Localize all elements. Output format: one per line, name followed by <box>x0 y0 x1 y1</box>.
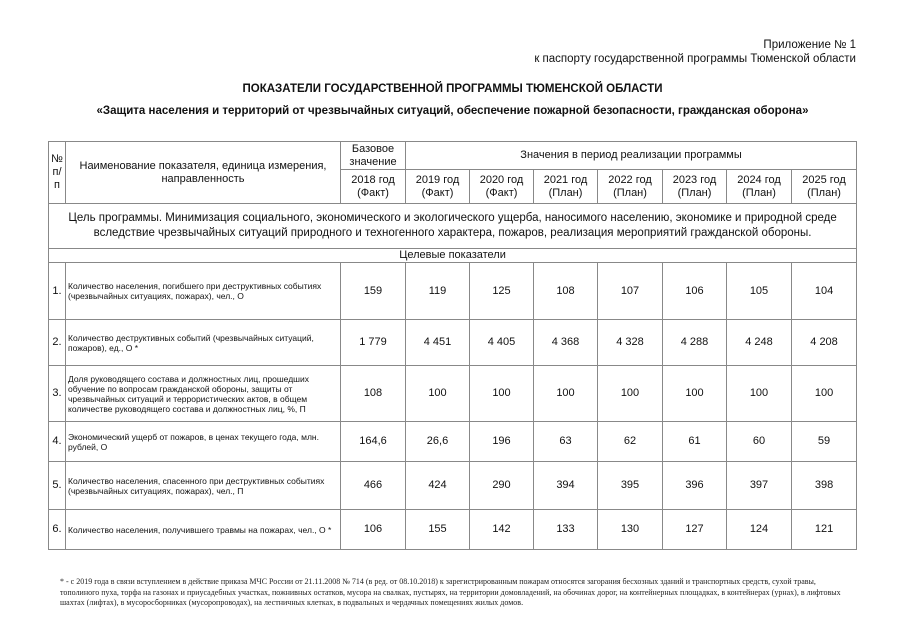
indicator-name: Количество населения, спасенного при деструктивных событиях (чрезвычайных ситуациях, пожарах), чел., П <box>66 462 341 510</box>
table-row <box>49 510 857 550</box>
table-row <box>49 320 857 366</box>
row-number: 6. <box>49 510 66 550</box>
value-cell: 466 <box>341 462 406 510</box>
header-year: 2019 год (Факт) <box>406 170 470 204</box>
indicators-table <box>48 141 857 550</box>
value-cell: 26,6 <box>406 422 470 462</box>
value-cell: 4 248 <box>727 320 792 366</box>
header-name: Наименование показателя, единица измерения, направленность <box>66 142 341 204</box>
indicator-name: Доля руководящего состава и должностных лиц, прошедших обучение по вопросам гражданской обороны, защиты от чрезвычайных ситуаций и террористических актов, в общем количестве руководящего состава и должностных лиц, %, П <box>66 366 341 422</box>
program-name: «Защита населения и территорий от чрезвычайных ситуаций, обеспечение пожарной безопасности, гражданская оборона» <box>96 105 809 117</box>
indicator-name: Количество населения, получившего травмы на пожарах, чел., О * <box>66 510 341 550</box>
section-title: Целевые показатели <box>49 249 857 263</box>
header-year: 2020 год (Факт) <box>470 170 534 204</box>
header-base-year: 2018 год (Факт) <box>341 170 406 204</box>
value-cell: 100 <box>470 366 534 422</box>
value-cell: 142 <box>470 510 534 550</box>
row-number: 2. <box>49 320 66 366</box>
value-cell: 119 <box>406 263 470 320</box>
value-cell: 398 <box>792 462 857 510</box>
value-cell: 105 <box>727 263 792 320</box>
value-cell: 397 <box>727 462 792 510</box>
annex-reference: к паспорту государственной программы Тюменской области <box>534 53 856 65</box>
table-row <box>49 263 857 320</box>
value-cell: 104 <box>792 263 857 320</box>
value-cell: 395 <box>598 462 663 510</box>
annex-number: Приложение № 1 <box>763 39 856 51</box>
header-year: 2025 год (План) <box>792 170 857 204</box>
value-cell: 1 779 <box>341 320 406 366</box>
header-year: 2021 год (План) <box>534 170 598 204</box>
value-cell: 121 <box>792 510 857 550</box>
row-number: 5. <box>49 462 66 510</box>
header-row-1 <box>49 142 857 170</box>
value-cell: 130 <box>598 510 663 550</box>
value-cell: 290 <box>470 462 534 510</box>
value-cell: 424 <box>406 462 470 510</box>
header-year: 2023 год (План) <box>663 170 727 204</box>
value-cell: 4 368 <box>534 320 598 366</box>
row-number: 4. <box>49 422 66 462</box>
value-cell: 60 <box>727 422 792 462</box>
value-cell: 164,6 <box>341 422 406 462</box>
value-cell: 125 <box>470 263 534 320</box>
value-cell: 394 <box>534 462 598 510</box>
value-cell: 107 <box>598 263 663 320</box>
value-cell: 63 <box>534 422 598 462</box>
value-cell: 59 <box>792 422 857 462</box>
value-cell: 106 <box>341 510 406 550</box>
value-cell: 100 <box>727 366 792 422</box>
value-cell: 127 <box>663 510 727 550</box>
value-cell: 196 <box>470 422 534 462</box>
value-cell: 155 <box>406 510 470 550</box>
value-cell: 159 <box>341 263 406 320</box>
indicator-name: Экономический ущерб от пожаров, в ценах текущего года, млн. рублей, О <box>66 422 341 462</box>
header-year: 2022 год (План) <box>598 170 663 204</box>
program-goal: Цель программы. Минимизация социального, экономического и экологического ущерба, наносимого населению, экономике и природной среде вследствие чрезвычайных ситуаций природного и техногенного характера, пожаров, реализация мероприятий гражданской обороны. <box>49 204 857 249</box>
value-cell: 62 <box>598 422 663 462</box>
value-cell: 4 405 <box>470 320 534 366</box>
table-row <box>49 462 857 510</box>
value-cell: 108 <box>341 366 406 422</box>
value-cell: 4 451 <box>406 320 470 366</box>
value-cell: 100 <box>598 366 663 422</box>
indicator-name: Количество деструктивных событий (чрезвычайных ситуаций, пожаров), ед., О * <box>66 320 341 366</box>
value-cell: 4 288 <box>663 320 727 366</box>
value-cell: 61 <box>663 422 727 462</box>
value-cell: 100 <box>406 366 470 422</box>
section-row <box>49 249 857 263</box>
value-cell: 4 328 <box>598 320 663 366</box>
indicator-name: Количество населения, погибшего при деструктивных событиях (чрезвычайных ситуациях, пожарах), чел., О <box>66 263 341 320</box>
header-year: 2024 год (План) <box>727 170 792 204</box>
footnote: * - с 2019 года в связи вступлением в действие приказа МЧС России от 21.11.2008 № 714 (в ред. от 08.10.2018) к зарегистрированным пожарам относятся загорания бесхозных зданий и транспортных средств, сухой травы, тополиного пуха, торфа на газонах и приусадебных участках, пожнивных остатков, мусора на свалках, пустырях, на территории домовладений, на обочинах дорог, на контейнерных площадках, в контейнерах (урнах), в лифтовых шахтах (лифтах), в мусоросборниках (мусоропроводах), на лестничных клетках, в подвальных и чердачных помещениях жилых домов. <box>60 577 841 607</box>
value-cell: 100 <box>792 366 857 422</box>
header-base: Базовое значение <box>341 142 406 170</box>
table-row <box>49 366 857 422</box>
table-row <box>49 422 857 462</box>
value-cell: 108 <box>534 263 598 320</box>
value-cell: 100 <box>663 366 727 422</box>
row-number: 1. <box>49 263 66 320</box>
value-cell: 106 <box>663 263 727 320</box>
value-cell: 124 <box>727 510 792 550</box>
header-num: № п/п <box>49 142 66 204</box>
annex-block <box>534 38 856 66</box>
document-title: ПОКАЗАТЕЛИ ГОСУДАРСТВЕННОЙ ПРОГРАММЫ ТЮМЕНСКОЙ ОБЛАСТИ <box>242 83 663 95</box>
value-cell: 4 208 <box>792 320 857 366</box>
goal-row <box>49 204 857 249</box>
value-cell: 396 <box>663 462 727 510</box>
header-period: Значения в период реализации программы <box>406 142 857 170</box>
row-number: 3. <box>49 366 66 422</box>
value-cell: 133 <box>534 510 598 550</box>
value-cell: 100 <box>534 366 598 422</box>
